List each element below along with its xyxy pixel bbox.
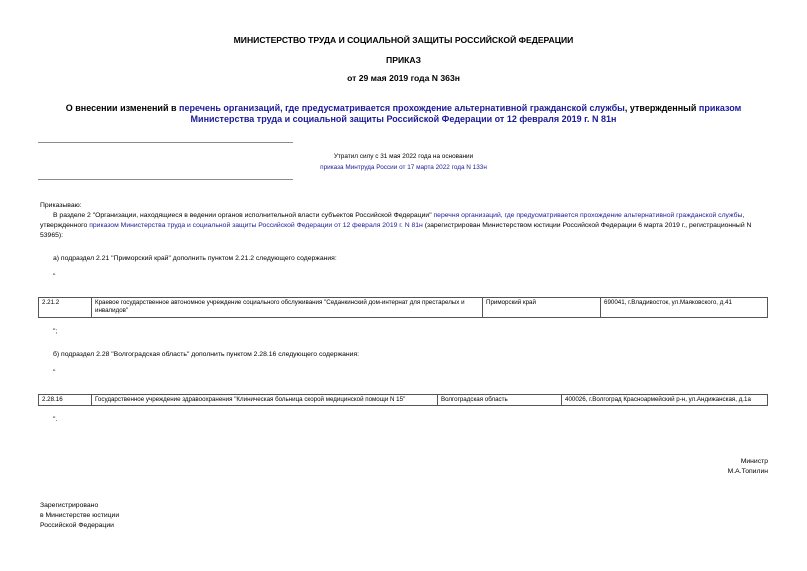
- status-link[interactable]: приказа Минтруда России от 17 марта 2022 года N 133н: [320, 164, 487, 171]
- cell-address: 400026, г.Волгоград Красноармейский р-н, ул.Андижанская, д.1а: [562, 395, 768, 406]
- title-link-list[interactable]: перечень организаций, где предусматривается прохождение альтернативной гражданской службы: [179, 103, 625, 113]
- cell-number: 2.21.2: [39, 298, 92, 318]
- paragraph-main: [40, 211, 768, 241]
- order-word: Приказываю:: [40, 202, 82, 209]
- paragraph-link-order[interactable]: приказом Министерства труда и социальной защиты Российской Федерации от 12 февраля 2019 г. N 81н: [89, 222, 423, 229]
- item-b: б) подраздел 2.28 "Волгоградская область" дополнить пунктом 2.28.16 следующего содержания:: [53, 351, 360, 358]
- cell-organization: Краевое государственное автономное учреждение социального обслуживания "Седанкинский дом-интернат для престарелых и инвалидов": [92, 298, 483, 318]
- status-line: Утратил силу с 31 мая 2022 года на основании: [333, 153, 474, 160]
- table-item-2-28-16: [38, 394, 768, 406]
- open-quote: ": [53, 369, 56, 376]
- cell-number: 2.28.16: [39, 395, 92, 406]
- title-text: , утвержденный: [624, 103, 699, 113]
- table-row: [39, 298, 768, 318]
- paragraph-link-list[interactable]: перечня организаций, где предусматривается прохождение альтернативной гражданской службы: [433, 212, 743, 219]
- document-date-number: от 29 мая 2019 года N 363н: [347, 73, 460, 83]
- cell-region: Приморский край: [483, 298, 601, 318]
- registered-line: Российской Федерации: [40, 522, 114, 529]
- divider: [38, 179, 293, 180]
- paragraph-text: , утвержденного: [40, 212, 745, 229]
- item-a: а) подраздел 2.21 "Приморский край" дополнить пунктом 2.21.2 следующего содержания:: [53, 255, 337, 262]
- open-quote: ": [53, 273, 56, 280]
- cell-region: Волгоградская область: [438, 395, 562, 406]
- ministry-heading: МИНИСТЕРСТВО ТРУДА И СОЦИАЛЬНОЙ ЗАЩИТЫ РОССИЙСКОЙ ФЕДЕРАЦИИ: [233, 35, 574, 45]
- paragraph-text: В разделе 2 "Организации, находящиеся в ведении органов исполнительной власти субъектов Российской Федерации": [53, 212, 434, 219]
- table-item-2-21-2: [38, 297, 768, 318]
- registered-line: в Министерстве юстиции: [40, 512, 120, 519]
- signature-position: Министр: [740, 458, 768, 465]
- cell-address: 690041, г.Владивосток, ул.Маяковского, д.41: [601, 298, 768, 318]
- cell-organization: Государственное учреждение здравоохранения "Клиническая больница скорой медицинской помощи N 15": [92, 395, 438, 406]
- title-text: О внесении изменений в: [65, 103, 180, 113]
- document-title: [40, 103, 767, 125]
- title-link-order[interactable]: приказом Министерства труда и социальной защиты Российской Федерации от 12 февраля 2019 г. N 81н: [190, 103, 742, 124]
- divider: [38, 142, 293, 143]
- signature-name: М.А.Топилин: [727, 468, 768, 475]
- registered-line: Зарегистрировано: [40, 502, 99, 509]
- document-type: ПРИКАЗ: [386, 55, 421, 65]
- table-row: [39, 395, 768, 406]
- paragraph-text: (зарегистрирован Министерством юстиции Российской Федерации 6 марта 2019 г., регистрационный N 53965):: [40, 222, 752, 239]
- close-quote: ".: [53, 416, 58, 423]
- close-quote: ";: [53, 328, 58, 335]
